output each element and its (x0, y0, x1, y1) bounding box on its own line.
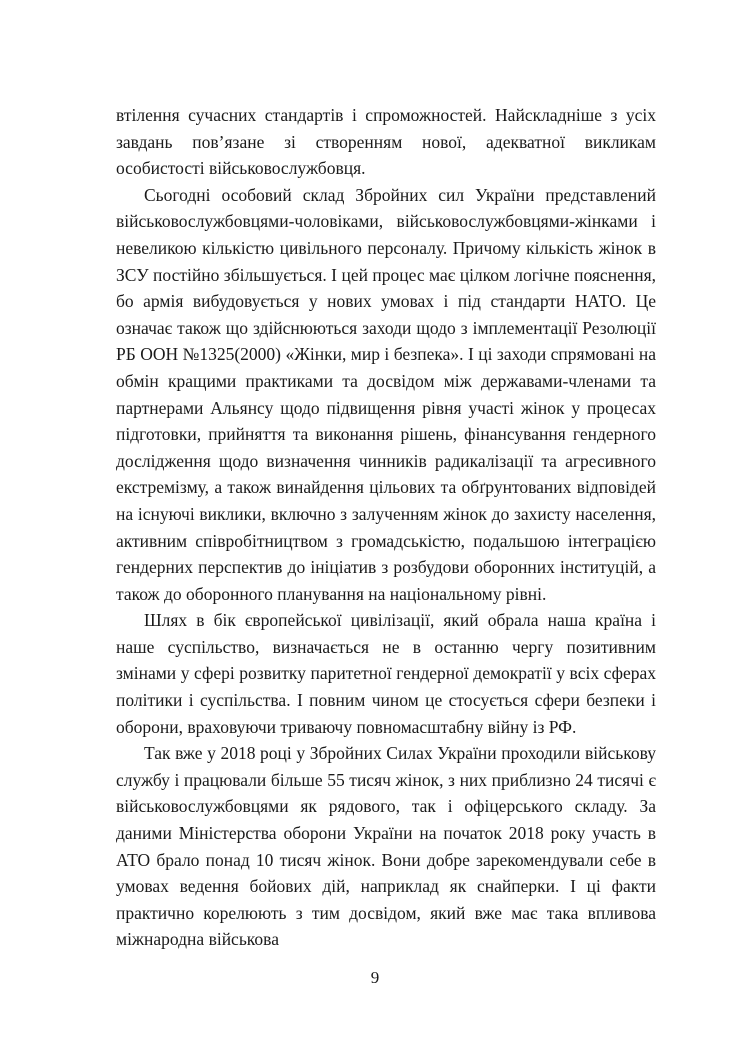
paragraph-statistics-2018: Так вже у 2018 році у Збройних Силах України проходили військову службу і працювали більше 55 тисяч жінок, з них приблизно 24 тисячі є військовослужбовцями як рядового, так і офіцерського складу. За даними Міністерства оборони України на початок 2018 року участь в АТО брало понад 10 тисяч жінок. Вони добре зарекомендували себе в умовах ведення бойових дій, наприклад як снайперки. І ці факти практично корелюють з тим досвідом, який вже має така впливова міжнародна військова (116, 743, 656, 950)
paragraph-european-path: Шлях в бік європейської цивілізації, який обрала наша країна і наше суспільство, визначається не в останню чергу позитивним змінами у сфері розвитку паритетної гендерної демократії у всіх сферах політики і суспільства. І повним чином це стосується сфери безпеки і оборони, враховуючи триваючу повномасштабну війну із РФ. (116, 610, 656, 737)
page-body (116, 102, 656, 953)
page-number: 9 (370, 968, 380, 987)
paragraph-continuation: втілення сучасних стандартів і спроможностей. Найскладніше з усіх завдань пов’язане зі створенням нової, адекватної викликам особистості військовослужбовця. (116, 105, 656, 179)
paragraph-armed-forces-composition: Сьогодні особовий склад Збройних сил України представлений військовослужбовцями-чоловіками, військовослужбовцями-жінками і невеликою кількістю цивільного персоналу. Причому кількість жінок в ЗСУ постійно збільшується. І цей процес має цілком логічне пояснення, бо армія вибудовується у нових умовах і під стандарти НАТО. Це означає також що здійснюються заходи щодо з імплементації Резолюції РБ ООН №1325(2000) «Жінки, мир і безпека». І ці заходи спрямовані на обмін кращими практиками та досвідом між державами-членами та партнерами Альянсу щодо підвищення рівня участі жінок у процесах підготовки, прийняття та виконання рішень, фінансування гендерного дослідження щодо визначення чинників радикалізації та агресивного екстремізму, а також винайдення цільових та обґрунтованих відповідей на існуючі виклики, включно з залученням жінок до захисту населення, активним співробітництвом з громадськістю, подальшою інтеграцією гендерних перспектив до ініціатив з розбудови оборонних інституцій, а також до оборонного планування на національному рівні. (116, 184, 656, 604)
